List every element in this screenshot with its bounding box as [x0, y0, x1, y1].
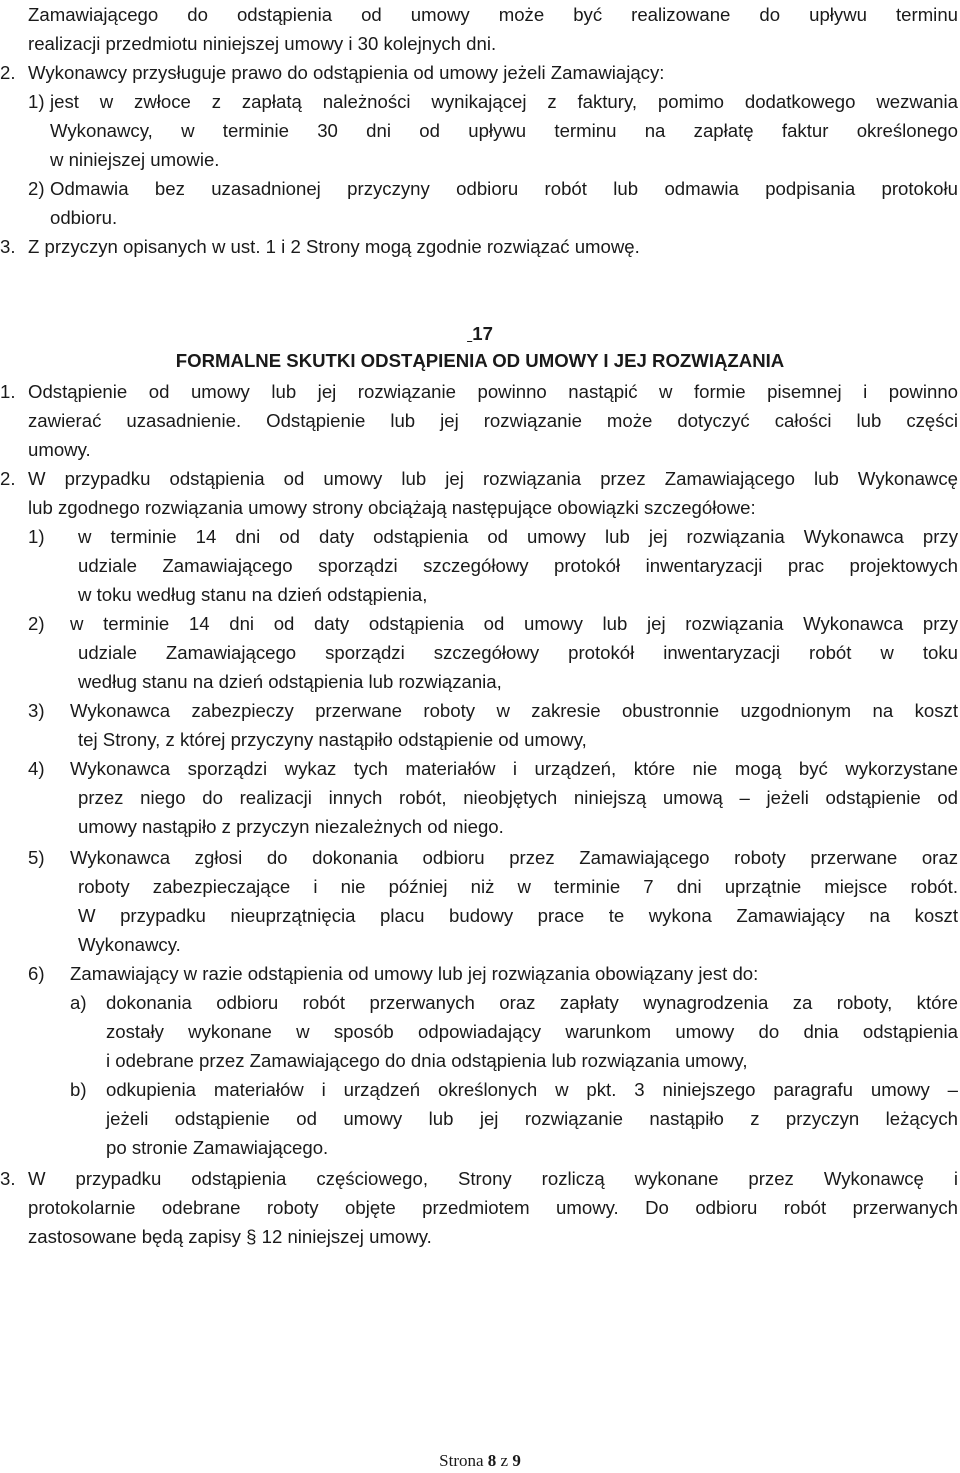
- paragraph-text: protokolarnie odebrane roboty objęte przedmiotem umowy. Do odbioru robót przerwanych: [28, 1197, 958, 1218]
- item-text: Wykonawcy.: [78, 934, 181, 955]
- item-text: roboty zabezpieczające i nie później niż w terminie 7 dni uprzątnie miejsce robót.: [78, 876, 958, 897]
- footer-page-sep: z: [500, 1451, 509, 1470]
- line: [0, 812, 960, 841]
- item-text: w niniejszej umowie.: [50, 149, 220, 170]
- line: [0, 1104, 960, 1133]
- subitem-text: zostały wykonane w sposób odpowiadający warunkom umowy do dnia odstąpienia: [106, 1021, 958, 1042]
- line: [0, 930, 960, 959]
- subitem-text: po stronie Zamawiającego.: [106, 1137, 329, 1158]
- line: [0, 725, 960, 754]
- line: [0, 29, 960, 58]
- line: [0, 522, 960, 551]
- item-number: 3): [28, 700, 45, 721]
- section-number-text: 17: [472, 323, 493, 344]
- line: [0, 377, 960, 406]
- line: [0, 87, 960, 116]
- line: [0, 406, 960, 435]
- paragraph-text: lub zgodnego rozwiązania umowy strony obciążają następujące obowiązki szczegółowe:: [28, 497, 756, 518]
- item-number: 2): [28, 178, 45, 199]
- subitem-text: jeżeli odstąpienie od umowy lub jej rozwiązanie nastąpiło z przyczyn leżących: [106, 1108, 958, 1129]
- item-text: jest w zwłoce z zapłatą należności wynikającej z faktury, pomimo dodatkowego wezwania: [50, 91, 958, 112]
- item-text: tej Strony, z której przyczyny nastąpiło odstąpienie od umowy,: [78, 729, 587, 750]
- line: [0, 783, 960, 812]
- line: [0, 1222, 960, 1251]
- line: [0, 1046, 960, 1075]
- paragraph-number: 1.: [0, 381, 16, 402]
- item-text: w terminie 14 dni od daty odstąpienia od umowy lub jej rozwiązania Wykonawca przy: [70, 613, 958, 634]
- line: [0, 116, 960, 145]
- item-text: udziale Zamawiającego sporządzi szczegółowy protokół inwentaryzacji robót w toku: [78, 642, 958, 663]
- item-text: w toku według stanu na dzień odstąpienia,: [78, 584, 428, 605]
- item-number: 1): [28, 526, 45, 547]
- item-text: umowy nastąpiło z przyczyn niezależnych od niego.: [78, 816, 504, 837]
- footer-page-current: 8: [487, 1451, 497, 1470]
- line: [0, 145, 960, 174]
- section-number: [0, 319, 960, 348]
- subitem-letter: b): [70, 1079, 87, 1100]
- footer-page-word: Strona: [439, 1451, 484, 1470]
- subitem-text: dokonania odbioru robót przerwanych oraz zapłaty wynagrodzenia za roboty, które: [106, 992, 958, 1013]
- item-text: Odmawia bez uzasadnionej przyczyny odbioru robót lub odmawia podpisania protokołu: [50, 178, 958, 199]
- line: [0, 174, 960, 203]
- line: [0, 696, 960, 725]
- line: [0, 1075, 960, 1104]
- paragraph-text: Z przyczyn opisanych w ust. 1 i 2 Strony mogą zgodnie rozwiązać umowę.: [28, 236, 640, 257]
- paragraph-number: 2.: [0, 468, 16, 489]
- paragraph-text: W przypadku odstąpienia od umowy lub jej rozwiązania przez Zamawiającego lub Wykonawcę: [28, 468, 958, 489]
- paragraph-text: Odstąpienie od umowy lub jej rozwiązanie powinno nastąpić w formie pisemnej i powinno: [28, 381, 958, 402]
- paragraph-text: realizacji przedmiotu niniejszej umowy i 30 kolejnych dni.: [28, 33, 497, 54]
- line: [0, 901, 960, 930]
- item-text: Wykonawcy, w terminie 30 dni od upływu terminu na zapłatę faktur określonego: [50, 120, 958, 141]
- line: [0, 1017, 960, 1046]
- line: [0, 1193, 960, 1222]
- paragraph-number: 3.: [0, 236, 16, 257]
- line: [0, 464, 960, 493]
- item-text: udziale Zamawiającego sporządzi szczegółowy protokół inwentaryzacji prac projektowych: [78, 555, 958, 576]
- section-title: FORMALNE SKUTKI ODSTĄPIENIA OD UMOWY I JEJ ROZWIĄZANIA: [175, 350, 785, 371]
- line: [0, 580, 960, 609]
- line: [0, 959, 960, 988]
- line: [0, 435, 960, 464]
- item-text: Wykonawca zabezpieczy przerwane roboty w zakresie obustronnie uzgodnionym na koszt: [70, 700, 958, 721]
- line: [0, 551, 960, 580]
- item-text: według stanu na dzień odstąpienia lub rozwiązania,: [78, 671, 502, 692]
- subitem-text: i odebrane przez Zamawiającego do dnia odstąpienia lub rozwiązania umowy,: [106, 1050, 748, 1071]
- paragraph-number: 2.: [0, 62, 16, 83]
- line: [0, 638, 960, 667]
- item-text: w terminie 14 dni od daty odstąpienia od umowy lub jej rozwiązania Wykonawca przy: [78, 526, 958, 547]
- paragraph-text: umowy.: [28, 439, 91, 460]
- line: [0, 493, 960, 522]
- line: [0, 232, 960, 261]
- line: [0, 0, 960, 29]
- subitem-letter: a): [70, 992, 87, 1013]
- line: [0, 872, 960, 901]
- paragraph-text: zawierać uzasadnienie. Odstąpienie lub jej rozwiązanie może dotyczyć całości lub części: [28, 410, 958, 431]
- line: [0, 58, 960, 87]
- item-number: 6): [28, 963, 45, 984]
- paragraph-text: W przypadku odstąpienia częściowego, Strony rozliczą wykonane przez Wykonawcę i: [28, 1168, 958, 1189]
- item-text: przez niego do realizacji innych robót, nieobjętych niniejszą umową – jeżeli odstąpienie od: [78, 787, 958, 808]
- item-text: Wykonawca sporządzi wykaz tych materiałów i urządzeń, które nie mogą być wykorzystane: [70, 758, 958, 779]
- footer-page-total: 9: [512, 1451, 521, 1470]
- paragraph-text: zastosowane będą zapisy § 12 niniejszej umowy.: [28, 1226, 432, 1247]
- subitem-text: odkupienia materiałów i urządzeń określonych w pkt. 3 niniejszego paragrafu umowy –: [106, 1079, 958, 1100]
- line: [0, 203, 960, 232]
- item-number: 2): [28, 613, 45, 634]
- line: [0, 1164, 960, 1193]
- line: [0, 988, 960, 1017]
- line: [0, 1133, 960, 1162]
- item-text: odbioru.: [50, 207, 118, 228]
- item-number: 5): [28, 847, 45, 868]
- paragraph-text: Zamawiającego do odstąpienia od umowy może być realizowane do upływu terminu: [28, 4, 958, 25]
- paragraph-number: 3.: [0, 1168, 16, 1189]
- paragraph-text: Wykonawcy przysługuje prawo do odstąpienia od umowy jeżeli Zamawiający:: [28, 62, 665, 83]
- line: [0, 843, 960, 872]
- page-footer: [0, 1450, 960, 1472]
- item-number: 1): [28, 91, 45, 112]
- line: [0, 609, 960, 638]
- item-number: 4): [28, 758, 45, 779]
- line: [0, 754, 960, 783]
- item-text: Zamawiający w razie odstąpienia od umowy lub jej rozwiązania obowiązany jest do:: [70, 963, 759, 984]
- item-text: Wykonawca zgłosi do dokonania odbioru przez Zamawiającego roboty przerwane oraz: [70, 847, 958, 868]
- line: [0, 667, 960, 696]
- item-text: W przypadku nieuprzątnięcia placu budowy prace te wykona Zamawiający na koszt: [78, 905, 958, 926]
